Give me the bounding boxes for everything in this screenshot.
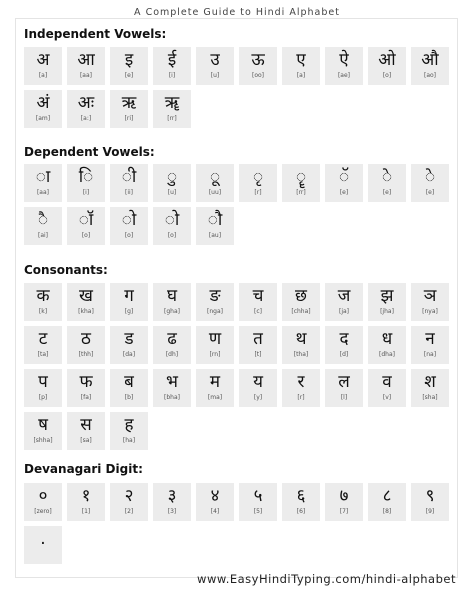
letter-card [24,283,62,321]
letter-card [325,326,363,364]
letter-transliteration: [ja] [338,308,350,315]
letter-glyph: ऐ [339,50,349,70]
letter-glyph: ३ [167,486,177,506]
letter-glyph: ञ [423,286,437,306]
letter-glyph: ए [296,50,306,70]
letter-card [153,283,191,321]
page-title: A Complete Guide to Hindi Alphabet [134,7,340,18]
letter-glyph: ल [338,372,350,392]
letter-card [239,47,277,85]
letter-card [325,47,363,85]
letter-transliteration: [e] [339,189,349,196]
letter-card [282,47,320,85]
letter-transliteration: [uu] [208,189,222,196]
letter-transliteration: [o] [124,232,134,239]
letter-card [110,369,148,407]
letter-glyph: ड [124,329,134,349]
letter-card [67,412,105,450]
letter-transliteration: [o] [382,72,392,79]
letter-glyph: ध [381,329,393,349]
letter-transliteration: [1] [81,508,91,515]
letter-card [110,164,148,202]
letter-glyph: औ [421,50,439,70]
letter-glyph: ◌ौ [207,210,223,230]
letter-glyph: ◌ॅ [338,167,350,187]
letter-transliteration: [shha] [33,437,53,444]
letter-transliteration: [k] [38,308,48,315]
letter-glyph: ◌ृ [252,167,264,187]
letter-transliteration: [ii] [124,189,133,196]
letter-transliteration: [ri] [124,115,134,122]
letter-card [67,369,105,407]
letter-card [411,47,449,85]
letter-card [67,164,105,202]
letter-card [368,47,406,85]
letter-glyph: उ [210,50,220,70]
letter-transliteration: [au] [208,232,222,239]
letter-card [153,47,191,85]
letter-transliteration: [e] [425,189,435,196]
letter-glyph: ठ [81,329,91,349]
letter-glyph: न [425,329,435,349]
letter-card [325,283,363,321]
letter-card [411,164,449,202]
letter-transliteration: [i] [82,189,90,196]
letter-card [153,164,191,202]
letter-glyph: व [382,372,392,392]
letter-card [411,283,449,321]
letter-card [196,47,234,85]
letter-transliteration: [sa] [80,437,92,444]
letter-transliteration: [fa] [80,394,92,401]
letter-card [110,90,148,128]
letter-transliteration: [nga] [207,308,223,315]
letter-card [282,283,320,321]
letter-card [196,326,234,364]
letter-transliteration: [na] [423,351,437,358]
letter-card [325,164,363,202]
letter-grid [24,483,449,564]
letter-card [110,483,148,521]
letter-card [153,90,191,128]
letter-transliteration: [y] [253,394,263,401]
section-title: Devanagari Digit: [24,462,143,476]
letter-transliteration: [sha] [422,394,438,401]
letter-glyph: ◌ू [209,167,221,187]
letter-transliteration: [o] [167,232,177,239]
letter-glyph: ◌ी [121,167,137,187]
letter-card [24,326,62,364]
letter-glyph: ण [208,329,222,349]
letter-transliteration: [oo] [251,72,265,79]
letter-card [67,90,105,128]
letter-transliteration: [e] [382,189,392,196]
letter-glyph: १ [81,486,91,506]
letter-card [368,483,406,521]
letter-glyph: फ [79,372,93,392]
letter-transliteration: [rr] [167,115,177,122]
letter-card [196,207,234,245]
letter-card [282,164,320,202]
letter-transliteration: [rn] [209,351,221,358]
letter-card [24,526,62,564]
letter-glyph: अं [36,93,50,113]
letter-transliteration: [bha] [164,394,180,401]
letter-glyph: स [80,415,92,435]
letter-glyph: घ [166,286,178,306]
letter-card [67,283,105,321]
letter-transliteration: [ao] [423,72,437,79]
letter-glyph: ओ [378,50,396,70]
section-title: Consonants: [24,263,108,277]
letter-glyph: ढ [167,329,177,349]
letter-card [67,207,105,245]
letter-card [196,369,234,407]
letter-transliteration: [i] [168,72,176,79]
letter-glyph: ० [38,486,48,506]
letter-transliteration: [ta] [37,351,49,358]
letter-card [24,369,62,407]
letter-transliteration: [3] [167,508,177,515]
letter-card [196,283,234,321]
letter-transliteration: [am] [35,115,51,122]
letter-card [325,369,363,407]
letter-card [153,483,191,521]
letter-transliteration: [r] [297,394,305,401]
letter-glyph: थ [295,329,307,349]
letter-glyph: ◌े [424,167,436,187]
letter-transliteration: [t] [254,351,262,358]
letter-glyph: प [38,372,48,392]
letter-transliteration: [chha] [291,308,311,315]
letter-card [110,326,148,364]
letter-card [67,47,105,85]
letter-transliteration: [a] [296,72,306,79]
letter-glyph: ष [38,415,48,435]
letter-glyph: ऊ [251,50,265,70]
letter-transliteration: [zero] [34,508,52,515]
letter-glyph: ७ [339,486,349,506]
letter-transliteration: [dha] [379,351,395,358]
letter-transliteration: [u] [210,72,220,79]
letter-card [153,207,191,245]
letter-card [325,483,363,521]
letter-transliteration: [thh] [78,351,94,358]
letter-card [153,326,191,364]
letter-transliteration: [rr] [296,189,306,196]
letter-transliteration: [aa] [36,189,50,196]
letter-card [239,326,277,364]
letter-card [110,412,148,450]
letter-glyph: ग [124,286,134,306]
letter-transliteration: [aa] [79,72,93,79]
letter-transliteration: [gha] [164,308,180,315]
letter-glyph: ४ [210,486,220,506]
letter-transliteration: [8] [382,508,392,515]
letter-glyph: ६ [296,486,306,506]
letter-grid [24,164,449,245]
letter-card [153,369,191,407]
letter-transliteration: [7] [339,508,349,515]
letter-glyph: आ [77,50,95,70]
letter-transliteration: [jha] [380,308,394,315]
letter-transliteration: [v] [382,394,392,401]
letter-transliteration: [dh] [165,351,179,358]
letter-card [24,47,62,85]
letter-card [239,483,277,521]
letter-glyph: २ [124,486,134,506]
letter-glyph: ◌े [381,167,393,187]
letter-glyph: ट [38,329,48,349]
letter-card [196,483,234,521]
letter-transliteration: [g] [124,308,134,315]
letter-card [282,326,320,364]
letter-glyph: ॠ [164,93,180,113]
letter-card [368,326,406,364]
letter-glyph: झ [380,286,394,306]
letter-transliteration: [4] [210,508,220,515]
letter-card [110,283,148,321]
letter-transliteration: [ai] [37,232,49,239]
letter-glyph: ◌ो [164,210,180,230]
letter-card [196,164,234,202]
section-title: Dependent Vowels: [24,145,155,159]
letter-card [67,326,105,364]
letter-glyph: ऋ [121,93,137,113]
letter-glyph: म [209,372,221,392]
letter-glyph: छ [295,286,307,306]
letter-glyph: ब [124,372,134,392]
letter-card [239,164,277,202]
letter-glyph: द [339,329,349,349]
letter-transliteration: [9] [425,508,435,515]
letter-card [239,283,277,321]
letter-transliteration: [6] [296,508,306,515]
letter-glyph: च [252,286,264,306]
letter-glyph: ङ [209,286,221,306]
letter-glyph: ह [124,415,134,435]
letter-card [411,483,449,521]
letter-card [110,47,148,85]
letter-grid [24,47,449,128]
letter-glyph: क [36,286,50,306]
section-title: Independent Vowels: [24,27,167,41]
letter-glyph: ◌ॉ [78,210,94,230]
letter-card [24,412,62,450]
letter-glyph: ◌ॄ [295,167,307,187]
letter-card [24,483,62,521]
letter-glyph: त [253,329,263,349]
letter-transliteration: [5] [253,508,263,515]
letter-card [110,207,148,245]
letter-glyph: ८ [382,486,392,506]
letter-card [24,207,62,245]
letter-transliteration: [l] [340,394,348,401]
letter-transliteration: [o] [81,232,91,239]
letter-glyph: ◌ै [37,210,49,230]
letter-transliteration: [tha] [293,351,309,358]
letter-transliteration: [ae] [337,72,351,79]
letter-transliteration: [ma] [207,394,223,401]
letter-glyph: ५ [253,486,263,506]
letter-card [282,369,320,407]
letter-card [368,164,406,202]
letter-glyph: श [424,372,436,392]
letter-transliteration: [r] [254,189,262,196]
letter-card [411,369,449,407]
letter-card [411,326,449,364]
letter-transliteration: [kha] [78,308,94,315]
letter-glyph: ख [79,286,93,306]
letter-transliteration: [d] [339,351,349,358]
letter-grid [24,283,449,450]
letter-card [368,283,406,321]
letter-glyph: अ [36,50,50,70]
letter-transliteration: [b] [124,394,134,401]
letter-card [67,483,105,521]
letter-glyph: . [40,529,46,549]
letter-transliteration: [a:] [80,115,92,122]
letter-card [368,369,406,407]
letter-card [239,369,277,407]
letter-glyph: य [253,372,263,392]
letter-glyph: ९ [425,486,435,506]
letter-glyph: र [297,372,305,392]
letter-transliteration: [da] [122,351,136,358]
letter-transliteration: [p] [38,394,48,401]
letter-transliteration: [nya] [422,308,438,315]
letter-card [24,164,62,202]
letter-glyph: इ [124,50,134,70]
letter-transliteration: [a] [38,72,48,79]
letter-glyph: ◌ा [35,167,51,187]
letter-glyph: ◌ि [78,167,94,187]
footer-url[interactable]: www.EasyHindiTyping.com/hindi-alphabet [197,572,456,586]
letter-glyph: ◌ो [121,210,137,230]
letter-transliteration: [u] [167,189,177,196]
letter-glyph: अः [77,93,95,113]
letter-glyph: भ [166,372,178,392]
letter-transliteration: [ha] [122,437,136,444]
letter-card [24,90,62,128]
letter-transliteration: [e] [124,72,134,79]
letter-glyph: ◌ु [166,167,178,187]
letter-transliteration: [2] [124,508,134,515]
letter-glyph: ज [337,286,351,306]
letter-glyph: ई [167,50,177,70]
letter-transliteration: [c] [254,308,262,315]
letter-card [282,483,320,521]
